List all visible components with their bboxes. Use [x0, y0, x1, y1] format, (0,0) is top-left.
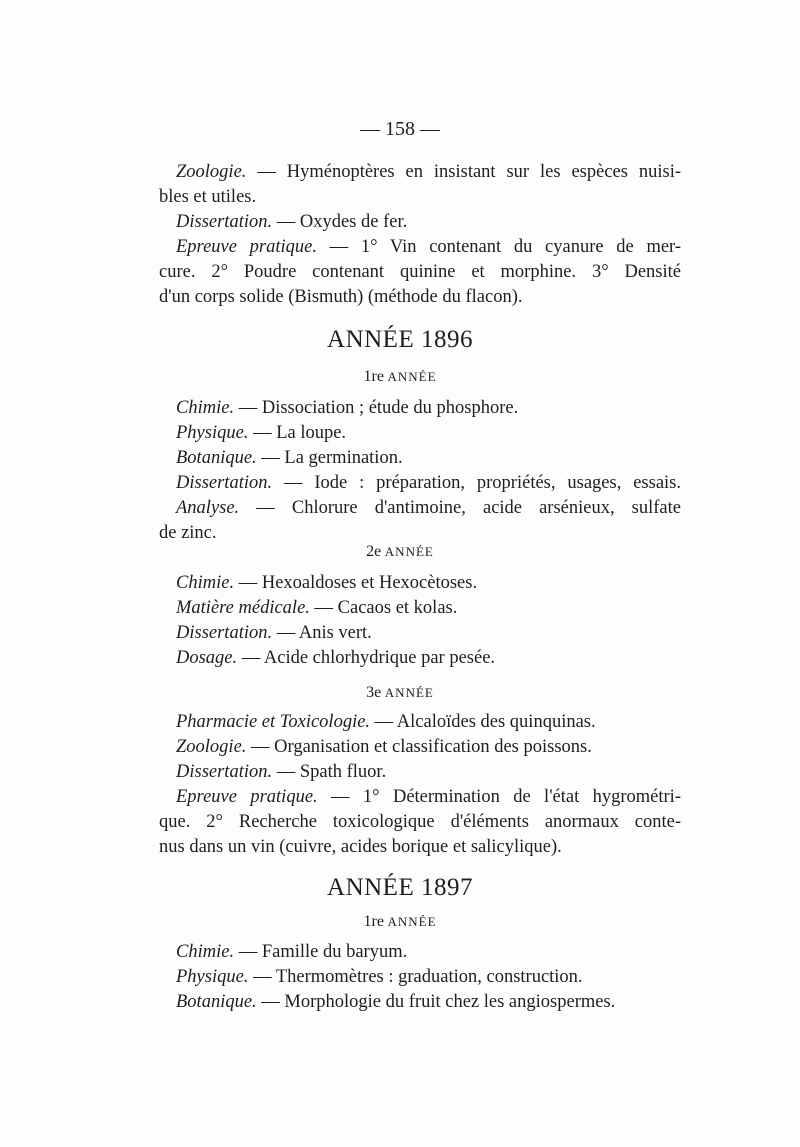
subject: Analyse.	[176, 498, 240, 518]
year-subheading	[0, 684, 800, 702]
subject: Pharmacie et Toxicologie.	[176, 712, 371, 732]
subject-text: — Spath fluor.	[272, 762, 387, 782]
subject-text: — Morphologie du fruit chez les angiospermes.	[256, 992, 616, 1012]
entry-line	[159, 446, 681, 471]
entry-line	[159, 810, 681, 835]
subject-text: que. 2° Recherche toxicologique d'éléments anormaux conte-	[159, 812, 681, 832]
year-heading-1897: ANNÉE 1897	[327, 874, 473, 901]
subject-text: — 1° Vin contenant du cyanure de mer-	[316, 237, 681, 257]
subject-text: nus dans un vin (cuivre, acides borique et salicylique).	[159, 837, 562, 857]
entry-line	[159, 990, 681, 1015]
subject-text: — La germination.	[256, 448, 403, 468]
entry-line	[159, 596, 681, 621]
year-subheading	[0, 543, 800, 561]
exam-block-1897-1	[159, 940, 681, 1015]
entry-line	[159, 710, 681, 735]
subject-text: — Acide chlorhydrique par pesée.	[237, 648, 496, 668]
subheading-label: ANNÉE	[387, 369, 437, 384]
subject: Botanique.	[176, 992, 257, 1012]
entry-line	[159, 210, 681, 235]
entry-line	[159, 646, 681, 671]
subject-text: d'un corps solide (Bismuth) (méthode du flacon).	[159, 287, 523, 307]
ordinal: 1re	[363, 913, 384, 930]
year-heading-1896: ANNÉE 1896	[327, 326, 473, 353]
subject-text: — Hyménoptères en insistant sur les espèces nuisi-	[246, 162, 681, 182]
entry-line	[159, 285, 681, 310]
entry-line	[159, 621, 681, 646]
subject: Dissertation.	[176, 212, 273, 232]
subject-text: — 1° Détermination de l'état hygrométri-	[317, 787, 681, 807]
entry-line	[159, 571, 681, 596]
exam-block-1895	[159, 160, 681, 310]
subject-text: — Dissociation ; étude du phosphore.	[234, 398, 519, 418]
entry-line	[159, 421, 681, 446]
entry-line	[159, 235, 681, 260]
subject-text: — La loupe.	[248, 423, 347, 443]
subject: Zoologie.	[176, 737, 247, 757]
subject: Matière médicale.	[176, 598, 310, 618]
subject: Chimie.	[176, 398, 235, 418]
ordinal: 2e	[366, 543, 382, 560]
subject-text: — Famille du baryum.	[234, 942, 408, 962]
subject-text: — Iode : préparation, propriétés, usages, essais.	[272, 473, 681, 493]
entry-line	[159, 260, 681, 285]
subject-text: — Thermomètres : graduation, construction.	[248, 967, 583, 987]
entry-line	[159, 185, 681, 210]
subject-text: — Alcaloïdes des quinquinas.	[370, 712, 596, 732]
subject-text: — Organisation et classification des poissons.	[246, 737, 592, 757]
subject: Epreuve pratique.	[176, 237, 317, 257]
subject: Dosage.	[176, 648, 238, 668]
subject-text: — Oxydes de fer.	[272, 212, 408, 232]
subject-text: — Cacaos et kolas.	[309, 598, 458, 618]
entry-line	[159, 785, 681, 810]
entry-line	[159, 835, 681, 860]
exam-block-1896-3	[159, 710, 681, 860]
subheading-label: ANNÉE	[387, 914, 437, 929]
subject: Epreuve pratique.	[176, 787, 318, 807]
subject: Physique.	[176, 967, 249, 987]
entry-line	[159, 471, 681, 496]
exam-block-1896-2	[159, 571, 681, 671]
subject: Chimie.	[176, 942, 235, 962]
subject: Dissertation.	[176, 762, 273, 782]
year-subheading	[0, 913, 800, 931]
subject: Botanique.	[176, 448, 257, 468]
entry-line	[159, 396, 681, 421]
entry-line	[159, 940, 681, 965]
subject: Chimie.	[176, 573, 235, 593]
entry-line	[159, 160, 681, 185]
entry-line	[159, 760, 681, 785]
entry-line	[159, 496, 681, 521]
page-number: — 158 —	[360, 118, 440, 140]
subject-text: — Chlorure d'antimoine, acide arsénieux, sulfate	[239, 498, 681, 518]
subject: Dissertation.	[176, 623, 273, 643]
subject-text: — Hexoaldoses et Hexocètoses.	[234, 573, 478, 593]
exam-block-1896-1	[159, 396, 681, 546]
subject-text: bles et utiles.	[159, 187, 257, 207]
subject: Physique.	[176, 423, 249, 443]
ordinal: 1re	[363, 368, 384, 385]
subheading-label: ANNÉE	[384, 544, 434, 559]
subheading-label: ANNÉE	[384, 685, 434, 700]
subject-text: de zinc.	[159, 523, 217, 543]
entry-line	[159, 735, 681, 760]
subject: Dissertation.	[176, 473, 273, 493]
subject: Zoologie.	[176, 162, 247, 182]
subject-text: cure. 2° Poudre contenant quinine et morphine. 3° Densité	[159, 262, 681, 282]
ordinal: 3e	[366, 684, 382, 701]
subject-text: — Anis vert.	[272, 623, 372, 643]
year-subheading	[0, 368, 800, 386]
entry-line	[159, 965, 681, 990]
